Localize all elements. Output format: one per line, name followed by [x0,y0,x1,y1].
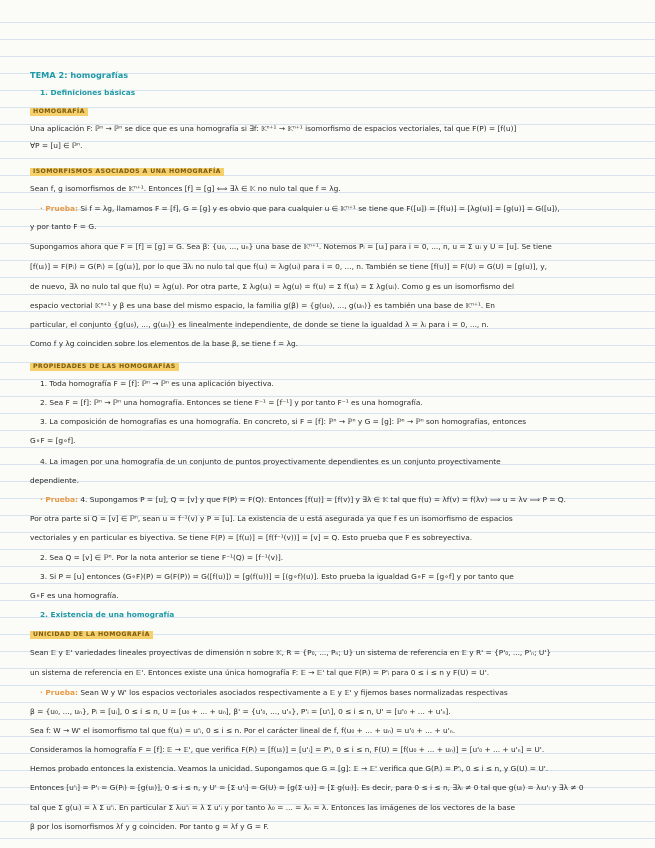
proof-label: · Prueba: [40,204,78,213]
text-line: Sean f, g isomorfismos de 𝕂ⁿ⁺¹. Entonces [f] = [g] ⟺ ∃λ ∈ 𝕂 no nulo tal que f = λg. [30,184,341,193]
text-line: Sean 𝔼 y 𝔼' variedades lineales proyectivas de dimensión n sobre 𝕂, R = {P₀, ..., Pₙ; U} un sistema de referencia en 𝔼 y R' = {P'₀, ..., P'ₙ; U'} [30,648,552,657]
text-line: un sistema de referencia en 𝔼'. Entonces existe una única homografía F: 𝔼 → 𝔼' tal que F(Pᵢ) = P'ᵢ para 0 ≤ i ≤ n y F(U) = U'. [30,668,490,677]
text-line: G∘F = [g∘f]. [30,436,76,445]
proof-label: · Prueba: [40,495,78,504]
section-heading-existencia: 2. Existencia de una homografía [40,610,175,619]
proof-line [40,688,628,697]
section-heading-definitions: 1. Definiciones básicas [40,88,136,97]
highlight-label: HOMOGRAFÍA [30,108,88,116]
highlight-label: ISOMORFISMOS ASOCIADOS A UNA HOMOGRAFÍA [30,168,224,176]
text-line: β por los isomorfismos λf y g coinciden. Por tanto g = λf y G = F. [30,822,269,831]
text-line: Consideramos la homografía F = [f]: 𝔼 → 𝔼', que verifica F(Pᵢ) = [f(uᵢ)] = [u'ᵢ] = P'ᵢ, 0 ≤ i ≤ n, F(U) = [f(u₀ + ... + uₙ)] = [u'₀ + ... + u'ₙ] = U'. [30,745,545,754]
text-line: Hemos probado entonces la existencia. Veamos la unicidad. Supongamos que G = [g]: 𝔼 → 𝔼' verifica que G(Pᵢ) = P'ᵢ, 0 ≤ i ≤ n, y G(U) = U'. [30,764,549,773]
text-line: particular, el conjunto {g(u₀), ..., g(uₙ)} es linealmente independiente, de donde se tiene la igualdad λ = λᵢ para i = 0, ..., n. [30,320,489,329]
text-line: Supongamos ahora que F = [f] = [g] = G. Sea β: {u₀, ..., uₙ} una base de 𝕂ⁿ⁺¹. Notemos Pᵢ = [uᵢ] para i = 0, ..., n, u = Σ uᵢ y U = [u]. Se tiene [30,242,552,251]
text-line: dependiente. [30,476,79,485]
heading-unicidad [30,629,628,639]
text-line: Entonces [u'ᵢ] = P'ᵢ = G(Pᵢ) = [g(uᵢ)], 0 ≤ i ≤ n, y U' = [Σ u'ᵢ] = G(U) = [g(Σ uᵢ)] = [Σ g(uᵢ)]. Es decir, para 0 ≤ i ≤ n, ∃λᵢ ≠ 0 tal que g(uᵢ) = λᵢu'ᵢ y ∃λ ≠ 0 [30,783,584,792]
text-line: 4. La imagen por una homografía de un conjunto de puntos proyectivamente dependientes es un conjunto proyectivamente [40,457,501,466]
proof-line [40,495,628,504]
text-line: tal que Σ g(uᵢ) = λ Σ u'ᵢ. En particular Σ λᵢu'ᵢ = λ Σ u'ᵢ y por tanto λ₀ = ... = λₙ = λ. Entonces las imágenes de los vectores de la base [30,803,516,812]
text-line: Como f y λg coinciden sobre los elementos de la base β, se tiene f = λg. [30,339,298,348]
proof-text: 4. Supongamos P = [u], Q = [v] y que F(P) = F(Q). Entonces [f(u)] = [f(v)] y ∃λ ∈ 𝕂 tal que f(u) = λf(v) = f(λv) ⟹ u = λv ⟹ P = Q. [80,495,566,504]
highlight-label: PROPIEDADES DE LAS HOMOGRAFÍAS [30,363,179,371]
text-line: 1. Toda homografía F = [f]: ℙⁿ → ℙⁿ es una aplicación biyectiva. [40,379,274,388]
text-line: Una aplicación F: ℙⁿ → ℙⁿ se dice que es una homografía si ∃f: 𝕂ⁿ⁺¹ → 𝕂ⁿ⁺¹ isomorfismo de espacios vectoriales, tal que F(P) = [f(u)] [30,124,517,133]
text-line: G∘F es una homografía. [30,591,119,600]
heading-homografia [30,106,628,116]
proof-line [40,204,628,213]
proof-text: Si f = λg, llamamos F = [f], G = [g] y es obvio que para cualquier u ∈ 𝕂ⁿ⁺¹ se tiene que F([u]) = [f(u)] = [λg(u)] = [g(u)] = G([u]), [80,204,560,213]
text-line: 2. Sea F = [f]: ℙⁿ → ℙⁿ una homografía. Entonces se tiene F⁻¹ = [f⁻¹] y por tanto F⁻¹ es una homografía. [40,398,423,407]
text-line: de nuevo, ∃λ no nulo tal que f(u) = λg(u). Por otra parte, Σ λᵢg(uᵢ) = λg(u) = f(u) = Σ f(uᵢ) = Σ λg(uᵢ). Como g es un isomorfismo del [30,282,515,291]
text-line: [f(uᵢ)] = F(Pᵢ) = G(Pᵢ) = [g(uᵢ)], por lo que ∃λᵢ no nulo tal que f(uᵢ) = λᵢg(uᵢ) para i = 0, ..., n. También se tiene [f(u)] = F(U) = G(U) = [g(u)], y, [30,262,547,271]
text-line: ∀P = [u] ∈ ℙⁿ. [30,141,83,150]
proof-label: · Prueba: [40,688,78,697]
text-line: Por otra parte si Q = [v] ∈ ℙⁿ, sean u = f⁻¹(v) y P = [u]. La existencia de u está asegurada ya que f es un isomorfismo de espacios [30,514,513,523]
text-line: espacio vectorial 𝕂ⁿ⁺¹ y β es una base del mismo espacio, la familia g(β) = {g(u₀), ..., g(uₙ)} es también una base de 𝕂ⁿ⁺¹. En [30,301,495,310]
proof-text: Sean W y W' los espacios vectoriales asociados respectivamente a 𝔼 y 𝔼' y fijemos bases normalizadas respectivas [80,688,508,697]
text-line: y por tanto F = G. [30,222,97,231]
text-line: 3. Si P = [u] entonces (G∘F)(P) = G(F(P)) = G([f(u)]) = [g(f(u))] = [(g∘f)(u)]. Esto prueba la igualdad G∘F = [g∘f] y por tanto que [40,572,514,581]
text-line: 3. La composición de homografías es una homografía. En concreto, si F = [f]: ℙⁿ → ℙⁿ y G = [g]: ℙⁿ → ℙⁿ son homografías, entonces [40,417,527,426]
heading-propiedades [30,361,628,371]
text-line: β = {u₀, ..., uₙ}, Pᵢ = [uᵢ], 0 ≤ i ≤ n, U = [u₀ + ... + uₙ], β' = {u'₀, ..., u'ₙ}, P'ᵢ = [u'ᵢ], 0 ≤ i ≤ n, U' = [u'₀ + ... + u'ₙ]. [30,707,451,716]
highlight-label: UNICIDAD DE LA HOMOGRAFÍA [30,631,153,639]
text-line: Sea f: W → W' el isomorfismo tal que f(uᵢ) = u'ᵢ, 0 ≤ i ≤ n. Por el carácter lineal de f, f(u₀ + ... + uₙ) = u'₀ + ... + u'ₙ. [30,726,456,735]
text-line: vectoriales y en particular es biyectiva. Se tiene F(P) = [f(u)] = [f(f⁻¹(v))] = [v] = Q. Esto prueba que F es sobreyectiva. [30,533,473,542]
text-line: 2. Sea Q = [v] ∈ ℙⁿ. Por la nota anterior se tiene F⁻¹(Q) = [f⁻¹(v)]. [40,553,284,562]
page-title: TEMA 2: homografías [30,71,129,80]
heading-isomorfismos [30,166,628,176]
